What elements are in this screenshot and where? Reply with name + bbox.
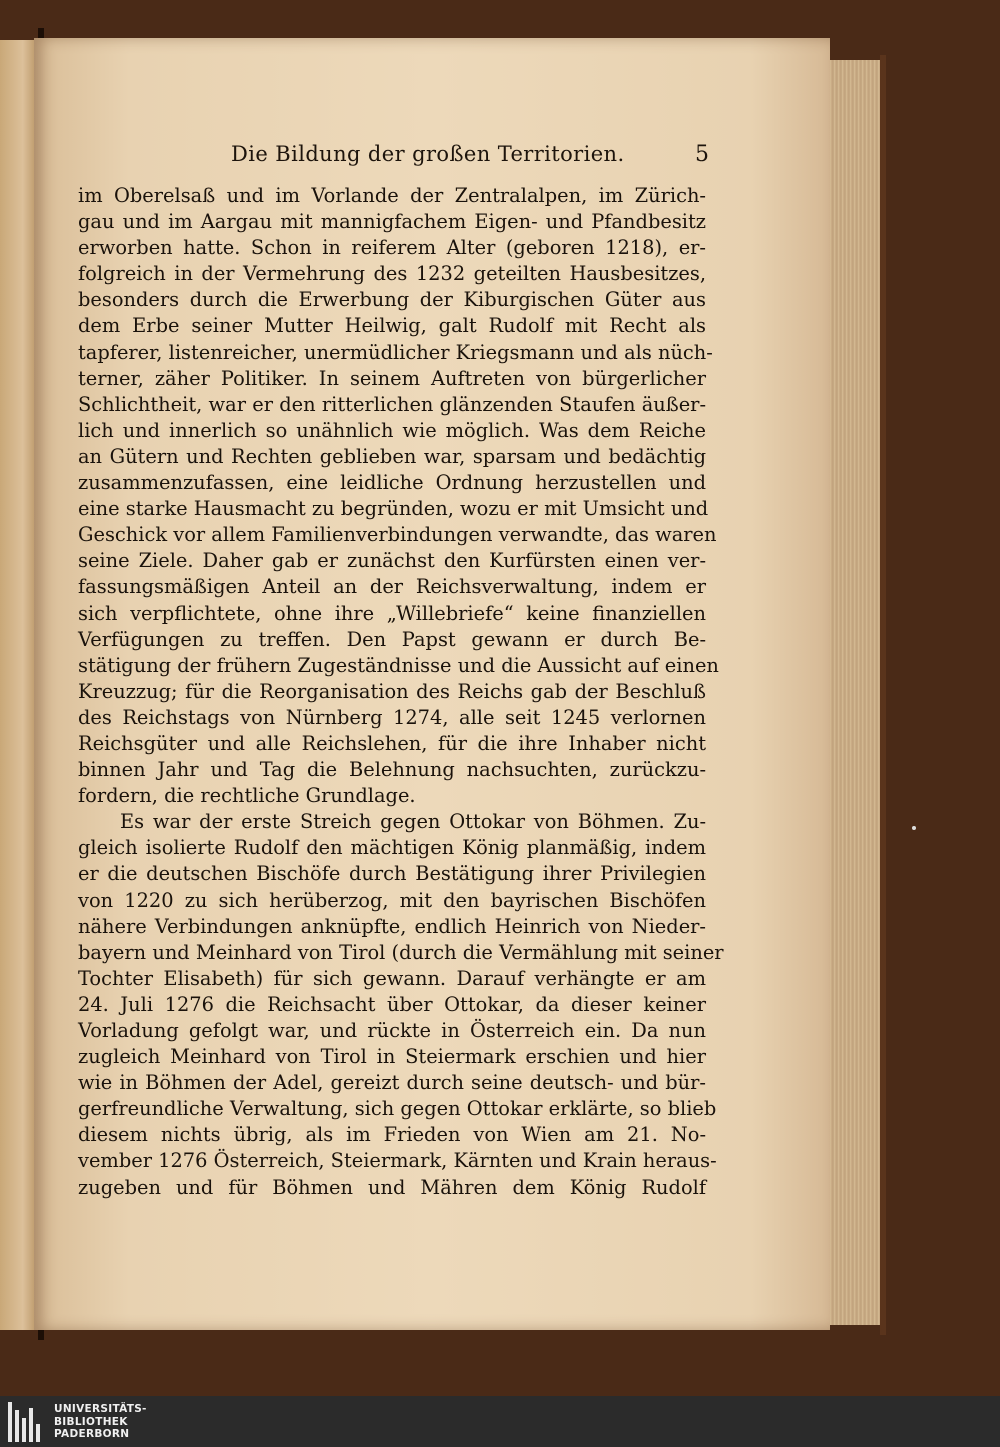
text-line: terner, zäher Politiker. In seinem Auftreten von bürgerlicher [78,366,706,390]
logo-line-1: UNIVERSITÄTS- [54,1403,147,1415]
text-line: sich verpflichtete, ohne ihre „Willebriefe“ keine finanziellen [78,601,706,625]
text-line: folgreich in der Vermehrung des 1232 geteilten Hausbesitzes, [78,262,706,286]
text-line: zugeben und für Böhmen und Mähren dem König Rudolf [78,1175,706,1199]
library-bars-logo-icon [8,1402,44,1442]
text-line: vember 1276 Österreich, Steiermark, Kärnten und Krain heraus- [78,1149,717,1173]
text-line: zusammenzufassen, eine leidliche Ordnung herzustellen und [78,471,706,495]
text-line: fassungsmäßigen Anteil an der Reichsverwaltung, indem er [78,575,706,599]
text-line: er die deutschen Bischöfe durch Bestätigung ihrer Privilegien [78,862,706,886]
logo-line-2: BIBLIOTHEK [54,1415,128,1428]
text-line: tapferer, listenreicher, unermüdlicher Kriegsmann und als nüch- [78,340,713,364]
text-line: gau und im Aargau mit mannigfachem Eigen- und Pfandbesitz [78,210,706,234]
text-line: lich und innerlich so unähnlich wie möglich. Was dem Reiche [78,418,706,442]
text-line: im Oberelsaß und im Vorlande der Zentralalpen, im Zürich- [78,184,706,207]
text-line: 24. Juli 1276 die Reichsacht über Ottokar, da dieser keiner [78,992,706,1016]
text-line: Kreuzzug; für die Reorganisation des Reichs gab der Beschluß [78,679,706,703]
text-line: gerfreundliche Verwaltung, sich gegen Ottokar erklärte, so blieb [78,1097,717,1121]
paragraph-start-line: Es war der erste Streich gegen Ottokar von Böhmen. Zu- [120,810,706,834]
page-block-edge [826,60,883,1325]
text-line: binnen Jahr und Tag die Belehnung nachsuchten, zurückzu- [78,758,706,782]
library-footer-bar [0,1396,1000,1447]
text-line: des Reichstags von Nürnberg 1274, alle seit 1245 verlornen [78,705,706,729]
text-line: wie in Böhmen der Adel, gereizt durch seine deutsch- und bür- [78,1071,706,1095]
text-line: Tochter Elisabeth) für sich gewann. Darauf verhängte er am [78,966,706,990]
running-title: Die Bildung der großen Territorien. [231,142,625,166]
paragraph-end-line: fordern, die rechtliche Grundlage. [78,784,416,808]
text-line: von 1220 zu sich herüberzog, mit den bayrischen Bischöfen [78,888,706,912]
cover-edge [880,55,886,1335]
text-line: bayern und Meinhard von Tirol (durch die Vermählung mit seiner [78,940,724,964]
text-line: zugleich Meinhard von Tirol in Steiermark erschien und hier [78,1045,706,1069]
logo-line-3: PADERBORN [54,1428,130,1440]
text-line: stätigung der frühern Zugeständnisse und die Aussicht auf einen [78,653,719,677]
text-line: Geschick vor allem Familienverbindungen verwandte, das waren [78,523,717,547]
text-line: nähere Verbindungen anknüpfte, endlich Heinrich von Nieder- [78,914,706,938]
text-line: Verfügungen zu treffen. Den Papst gewann er durch Be- [78,627,706,651]
text-line: dem Erbe seiner Mutter Heilwig, galt Rudolf mit Recht als [78,314,706,338]
text-line: seine Ziele. Daher gab er zunächst den Kurfürsten einen ver- [78,549,706,573]
text-line: besonders durch die Erwerbung der Kiburgischen Güter aus [78,288,706,312]
text-line: gleich isolierte Rudolf den mächtigen König planmäßig, indem [78,836,706,860]
text-line: Vorladung gefolgt war, und rückte in Österreich ein. Da nun [78,1019,706,1042]
text-line: Schlichtheit, war er den ritterlichen glänzenden Staufen äußer- [78,392,706,416]
page-number: 5 [695,142,710,167]
text-line: eine starke Hausmacht zu begründen, wozu er mit Umsicht und [78,497,709,521]
dust-speck [912,826,916,830]
text-line: diesem nichts übrig, als im Frieden von Wien am 21. No- [78,1123,706,1147]
library-logo-text [54,1403,147,1441]
text-line: Reichsgüter und alle Reichslehen, für die ihre Inhaber nicht [78,731,706,755]
text-line: an Gütern und Rechten geblieben war, sparsam und bedächtig [78,444,706,468]
text-line: erworben hatte. Schon in reiferem Alter (geboren 1218), er- [78,236,706,260]
body-text [78,183,724,1201]
